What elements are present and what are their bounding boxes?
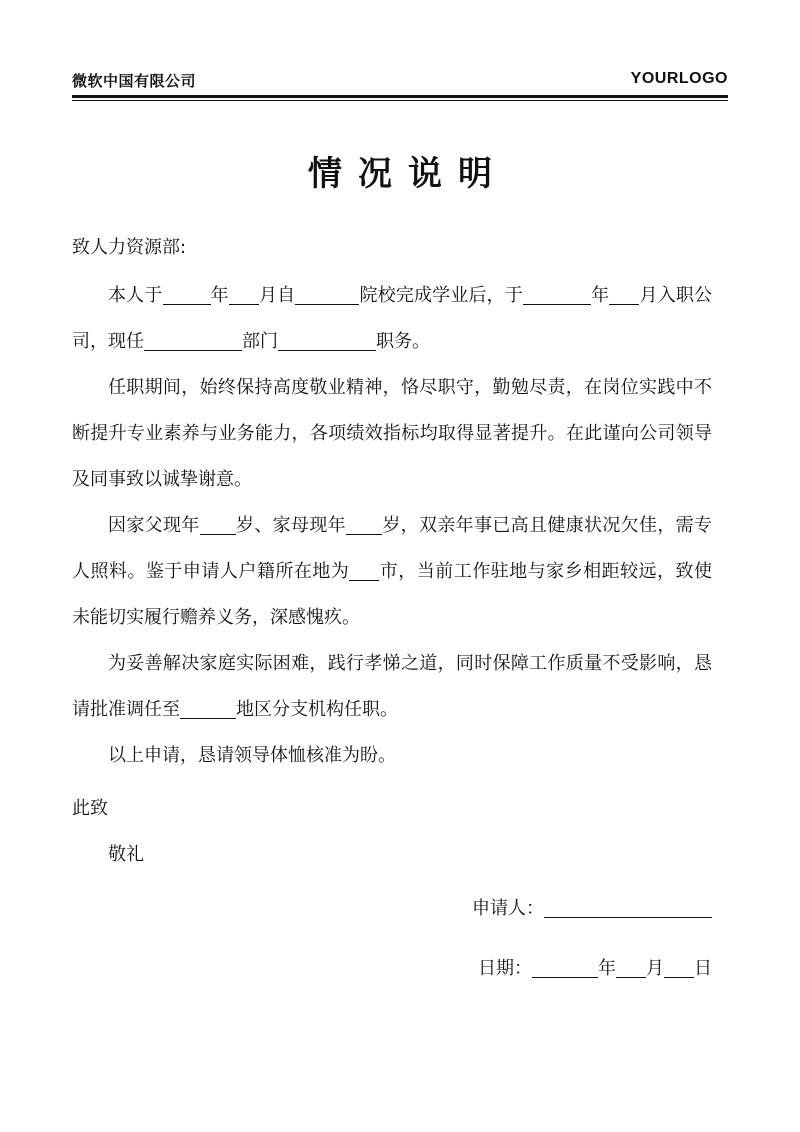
blank-target-region	[180, 698, 236, 719]
paragraph-education: 本人于 年 月自 院校完成学业后，于 年 月入职公司，现任 部门 职务。	[72, 285, 713, 352]
paragraph-family: 因家父现年 岁、家母现年 岁，双亲年事已高且健康状况欠佳，需专人照料。鉴于申请人户籍所在地为 市，当前工作驻地与家乡相距较远，致使未能切实履行赡养义务，深感愧疚。	[72, 515, 713, 628]
blank-mother-age	[346, 514, 382, 535]
page-header	[72, 70, 728, 92]
closing-phrase: 此致	[72, 798, 108, 819]
company-name: 微软中国有限公司	[72, 72, 197, 90]
blank-date-month	[616, 957, 646, 978]
signature-line	[472, 886, 712, 932]
blank-position	[278, 330, 376, 351]
signature-label: 申请人：	[472, 898, 544, 919]
blank-join-year	[523, 284, 591, 305]
blank-hometown-city	[349, 560, 379, 581]
salutation: 致人力资源部:	[72, 237, 187, 258]
document-body	[72, 273, 712, 779]
paragraph-service: 任职期间，始终保持高度敬业精神，恪尽职守，勤勉尽责，在岗位实践中不断提升专业素养与业务能力，各项绩效指标均取得显著提升。在此谨向公司领导及同事致以诚挚谢意。	[72, 377, 712, 490]
logo-text: YOURLOGO	[630, 70, 728, 87]
blank-date-year	[532, 957, 598, 978]
blank-signature	[544, 897, 712, 918]
blank-grad-year	[163, 284, 211, 305]
blank-grad-month	[229, 284, 259, 305]
paragraph-closing-request: 以上申请，恳请领导体恤核准为盼。	[108, 745, 396, 766]
regards-phrase: 敬礼	[108, 844, 144, 865]
blank-father-age	[200, 514, 236, 535]
date-label: 日期：	[478, 958, 532, 979]
blank-join-month	[609, 284, 639, 305]
header-divider-thin	[72, 100, 728, 101]
blank-department	[144, 330, 242, 351]
document-title: 情况说明	[308, 154, 508, 194]
blank-date-day	[664, 957, 694, 978]
date-line: 日期： 年 月 日	[478, 958, 712, 979]
header-divider-thick	[72, 95, 728, 98]
paragraph-request: 为妥善解决家庭实际困难，践行孝悌之道，同时保障工作质量不受影响，恳请批准调任至 地区分支机构任职。	[72, 653, 712, 720]
blank-school	[295, 284, 359, 305]
